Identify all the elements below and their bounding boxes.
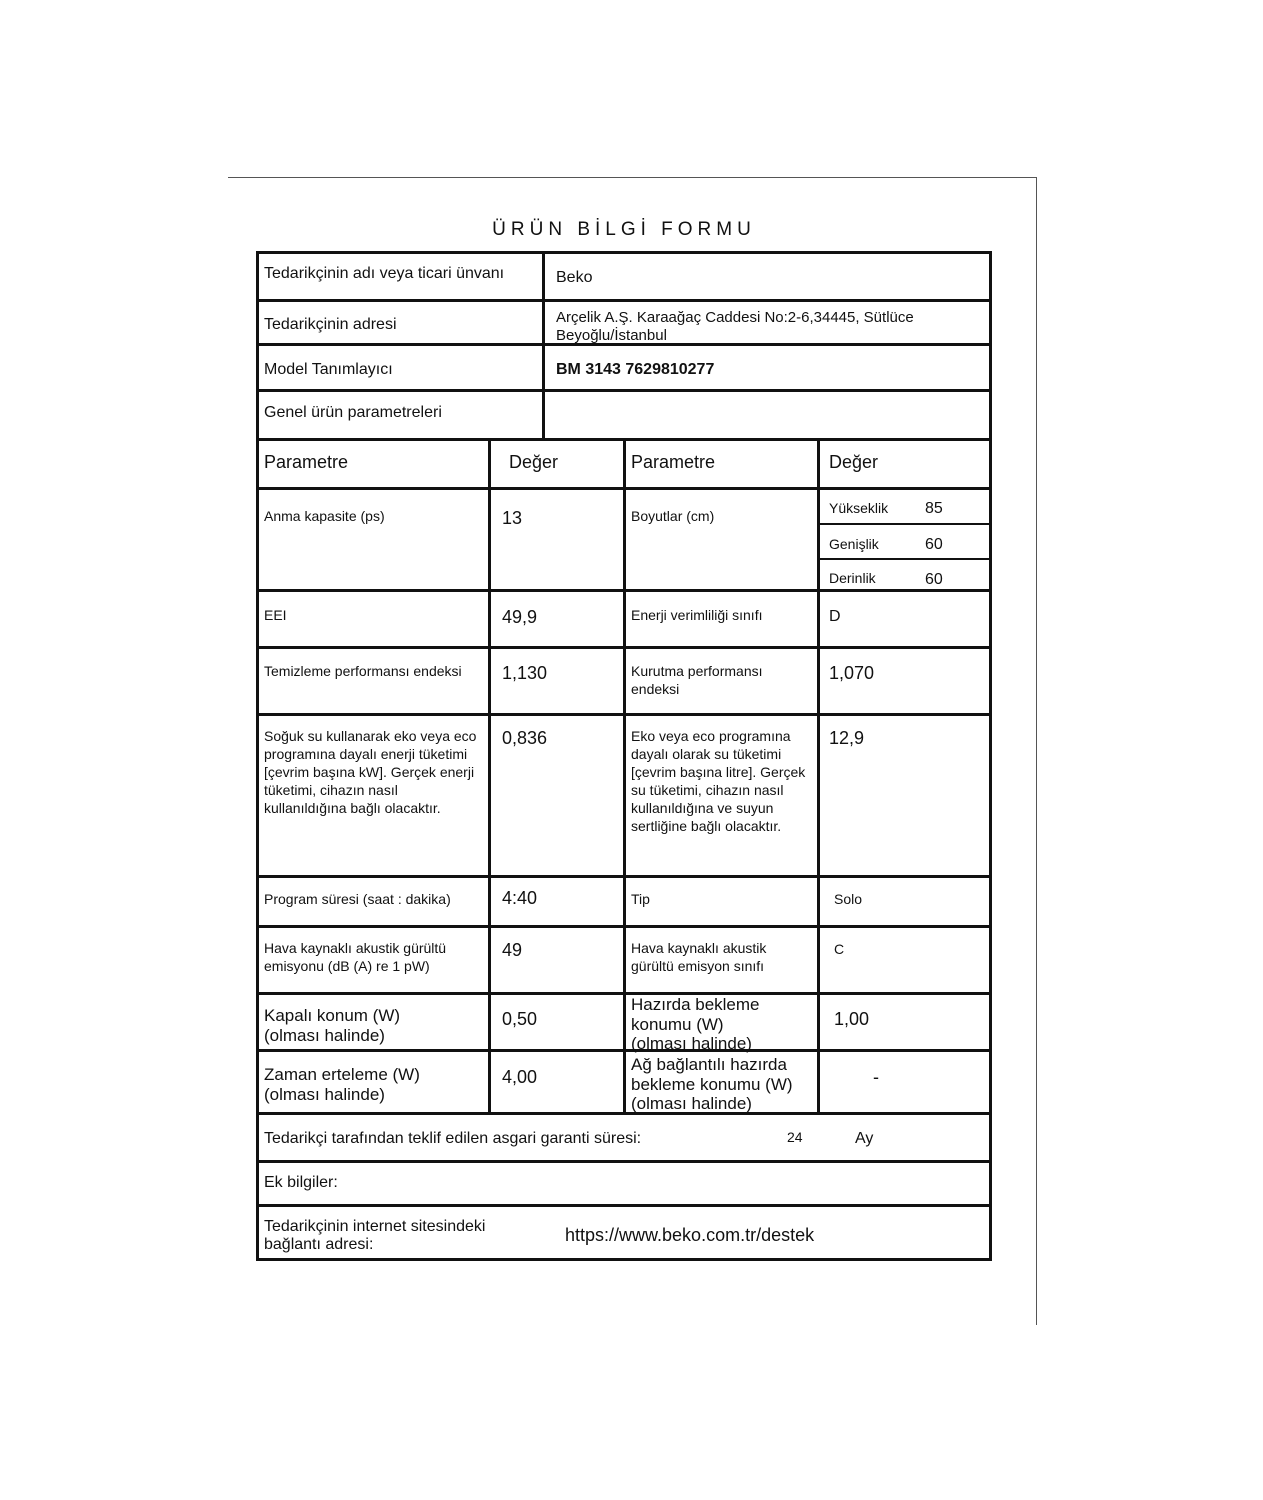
- model-identifier-label: Model Tanımlayıcı: [264, 361, 393, 378]
- row-divider: [259, 1112, 989, 1115]
- depth-label: Derinlik: [829, 570, 876, 586]
- col-divider: [817, 438, 820, 1112]
- capacity-value: 13: [502, 508, 523, 528]
- row-divider: [259, 299, 989, 302]
- general-params-label: Genel ürün parametreleri: [264, 404, 442, 421]
- additional-info-label: Ek bilgiler:: [264, 1174, 338, 1191]
- energy-consumption-label: Soğuk su kullanarak eko veya eco programına dayalı enerji tüketimi [çevrim başına kW]. Gerçek enerji tüketimi, cihazın nasıl kullanıldığına bağlı olacaktır.: [264, 728, 477, 816]
- website-label: Tedarikçinin internet sitesindeki bağlantı adresi:: [264, 1218, 486, 1254]
- dimensions-label: Boyutlar (cm): [631, 508, 715, 524]
- warranty-unit: Ay: [855, 1130, 874, 1147]
- row-divider: [259, 1160, 989, 1163]
- drying-index-label: Kurutma performansı endeksi: [631, 663, 763, 697]
- page-edge-right: [1036, 177, 1037, 1325]
- program-duration-value: 4:40: [502, 888, 538, 908]
- delay-start-label: Zaman erteleme (W) (olması halinde): [264, 1065, 420, 1104]
- col-divider: [488, 438, 491, 1112]
- energy-class-value: D: [829, 608, 841, 625]
- energy-class-label: Enerji verimliliği sınıfı: [631, 607, 763, 623]
- capacity-label: Anma kapasite (ps): [264, 508, 385, 524]
- row-divider: [259, 1204, 989, 1207]
- cleaning-index-value: 1,130: [502, 663, 548, 683]
- standby-label: Hazırda bekleme konumu (W) (olması halinde): [631, 995, 760, 1054]
- page-edge-top: [228, 177, 1037, 178]
- col-divider: [542, 254, 545, 438]
- off-mode-value: 0,50: [502, 1009, 538, 1029]
- program-duration-label: Program süresi (saat : dakika): [264, 891, 451, 907]
- delay-start-value: 4,00: [502, 1067, 538, 1087]
- network-standby-value: -: [873, 1067, 879, 1087]
- height-value: 85: [925, 500, 943, 517]
- column-header-value-2: Değer: [829, 452, 879, 472]
- type-value: Solo: [834, 891, 863, 907]
- cleaning-index-label: Temizleme performansı endeksi: [264, 663, 462, 679]
- col-divider: [623, 438, 626, 1112]
- supplier-address-value: Arçelik A.Ş. Karaağaç Caddesi No:2-6,34445, Sütlüce Beyoğlu/İstanbul: [556, 309, 914, 344]
- off-mode-label: Kapalı konum (W) (olması halinde): [264, 1006, 401, 1045]
- dimension-divider: [817, 523, 989, 525]
- width-value: 60: [925, 536, 943, 553]
- column-header-value: Değer: [509, 452, 559, 472]
- eei-value: 49,9: [502, 607, 538, 627]
- width-label: Genişlik: [829, 536, 879, 552]
- product-info-form: [256, 251, 992, 1261]
- supplier-name-label: Tedarikçinin adı veya ticari ünvanı: [264, 265, 505, 282]
- column-header-parameter: Parametre: [264, 452, 349, 472]
- noise-class-label: Hava kaynaklı akustik gürültü emisyon sınıfı: [631, 940, 767, 974]
- water-consumption-label: Eko veya eco programına dayalı olarak su tüketimi [çevrim başına litre]. Gerçek su tüketimi, cihazın nasıl kullanıldığına ve suyun sertliğine bağlı olacaktır.: [631, 728, 806, 834]
- supplier-address-label: Tedarikçinin adresi: [264, 316, 397, 333]
- type-label: Tip: [631, 891, 650, 907]
- model-identifier-value: BM 3143 7629810277: [556, 361, 715, 378]
- network-standby-label: Ağ bağlantılı hazırda bekleme konumu (W) (olması halinde): [631, 1055, 793, 1114]
- noise-label: Hava kaynaklı akustik gürültü emisyonu (dB (A) re 1 pW): [264, 940, 447, 974]
- drying-index-value: 1,070: [829, 663, 875, 683]
- warranty-label: Tedarikçi tarafından teklif edilen asgari garanti süresi:: [264, 1130, 642, 1147]
- website-url[interactable]: https://www.beko.com.tr/destek: [565, 1225, 815, 1245]
- warranty-value: 24: [787, 1129, 803, 1145]
- depth-value: 60: [925, 571, 943, 588]
- noise-class-value: C: [834, 941, 845, 957]
- column-header-parameter-2: Parametre: [631, 452, 716, 472]
- noise-value: 49: [502, 940, 523, 960]
- standby-value: 1,00: [834, 1009, 870, 1029]
- eei-label: EEI: [264, 607, 287, 623]
- energy-consumption-value: 0,836: [502, 728, 548, 748]
- supplier-name-value: Beko: [556, 269, 593, 286]
- form-title: ÜRÜN BİLGİ FORMU: [492, 219, 756, 240]
- row-divider: [259, 389, 989, 392]
- water-consumption-value: 12,9: [829, 728, 865, 748]
- height-label: Yükseklik: [829, 500, 889, 516]
- dimension-divider: [817, 558, 989, 560]
